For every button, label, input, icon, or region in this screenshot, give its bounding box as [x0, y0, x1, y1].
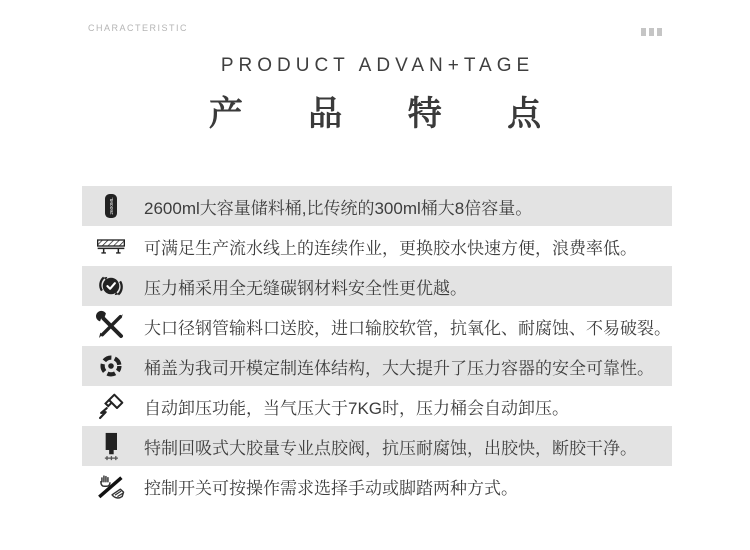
feature-text: 2600ml大容量储料桶,比传统的300ml桶大8倍容量。: [144, 198, 533, 218]
svg-text:2600ML: 2600ML: [109, 197, 115, 215]
feature-row: [82, 306, 672, 346]
dispensing-valve-icon: [94, 429, 128, 463]
feature-text: 桶盖为我司开模定制连体结构，大大提升了压力容器的安全可靠性。: [144, 358, 654, 378]
feature-row: [82, 466, 672, 506]
feature-row: [82, 186, 672, 226]
feature-row: [82, 426, 672, 466]
feature-text: 可满足生产流水线上的连续作业，更换胶水快速方便，浪费率低。: [144, 238, 637, 258]
feature-row: [82, 386, 672, 426]
feature-row: [82, 346, 672, 386]
conveyor-line-icon: [94, 229, 128, 263]
menu-dots-icon: [641, 28, 662, 36]
page-subtitle-en: PRODUCT ADVAN+TAGE: [220, 55, 535, 76]
feature-list: [82, 186, 672, 506]
feature-text: 控制开关可按操作需求选择手动或脚踏两种方式。: [144, 478, 518, 498]
crossed-tools-icon: [94, 309, 128, 343]
canister-2600ml-icon: [94, 189, 128, 223]
feature-text: 自动卸压功能，当气压大于7KG时，压力桶会自动卸压。: [144, 398, 570, 418]
feature-row: [82, 226, 672, 266]
hand-foot-switch-icon: [94, 469, 128, 503]
eyebrow-label: CHARACTERISTIC: [88, 23, 189, 33]
feature-row: [82, 266, 672, 306]
check-circle-icon: [94, 269, 128, 303]
feature-text: 大口径钢管输料口送胶，进口输胶软管，抗氧化、耐腐蚀、不易破裂。: [144, 318, 671, 338]
pressure-relief-icon: [94, 389, 128, 423]
feature-text: 压力桶采用全无缝碳钢材料安全性更优越。: [144, 278, 467, 298]
gear-icon: [94, 349, 128, 383]
feature-text: 特制回吸式大胶量专业点胶阀，抗压耐腐蚀，出胶快，断胶干净。: [144, 438, 637, 458]
page-title-zh: 产 品 特 点: [208, 95, 570, 133]
